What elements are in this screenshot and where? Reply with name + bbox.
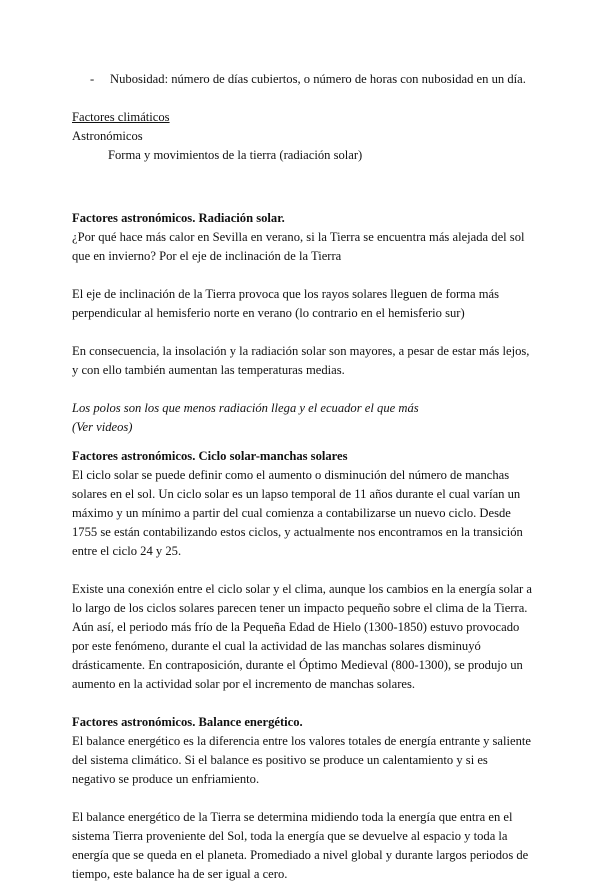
bullet-text: Nubosidad: número de días cubiertos, o número de horas con nubosidad en un día. [110,72,526,86]
paragraph-eje-inclinacion: El eje de inclinación de la Tierra provoca que los rayos solares lleguen de forma más perpendicular al hemisferio norte en verano (lo contrario en el hemisferio sur) [72,287,500,320]
section-heading-ciclo-solar: Factores astronómicos. Ciclo solar-manchas solares [72,449,348,463]
italic-note-polos: Los polos son los que menos radiación llega y el ecuador el que más [72,401,419,415]
paragraph-consecuencia: En consecuencia, la insolación y la radiación solar son mayores, a pesar de estar más lejos, y con ello también aumentan las temperaturas medias. [72,344,530,377]
italic-note-videos: (Ver videos) [72,420,133,434]
paragraph-ciclo-solar: El ciclo solar se puede definir como el aumento o disminución del número de manchas solares en el sol. Un ciclo solar es un lapso temporal de 11 años durante el cual varían un máximo y un mínimo a partir del cual comienza a contabilizarse un nuevo ciclo. Desde 1755 se están contabilizando estos ciclos, y actualmente nos encontramos en la transición entre el ciclo 24 y 25. [72,468,523,558]
bullet-dash: - [90,72,95,86]
section-heading-balance: Factores astronómicos. Balance energético. [72,715,303,729]
bullet-item-nubosidad [72,70,532,89]
paragraph-conexion-clima: Existe una conexión entre el ciclo solar y el clima, aunque los cambios en la energía solar a lo largo de los ciclos solares parecen tener un impacto pequeño sobre el clima de la Tierra. Aún así, el periodo más frío de la Pequeña Edad de Hielo (1300-1850) estuvo provocado por este fenómeno, durante el cual la actividad de las manchas solares disminuyó drásticamente. En contraposición, durante el Óptimo Medieval (800-1300), se produjo un aumento en la actividad solar por el incremento de manchas solares. [72,582,532,691]
paragraph-balance-definicion: El balance energético es la diferencia entre los valores totales de energía entrante y saliente del sistema climático. Si el balance es positivo se produce un calentamiento y si es negativo se produce un enfriamiento. [72,734,531,786]
paragraph-pregunta: ¿Por qué hace más calor en Sevilla en verano, si la Tierra se encuentra más alejada del sol que en invierno? Por el eje de inclinación de la Tierra [72,230,525,263]
factores-item: Forma y movimientos de la tierra (radiación solar) [108,148,363,162]
document-content [72,70,532,884]
section-heading-radiacion: Factores astronómicos. Radiación solar. [72,211,285,225]
factores-title: Factores climáticos [72,110,170,124]
paragraph-balance-tierra: El balance energético de la Tierra se determina midiendo toda la energía que entra en el sistema Tierra proveniente del Sol, toda la energía que se devuelve al espacio y toda la energía que se queda en el planeta. Promediado a nivel global y durante largos periodos de tiempo, este balance ha de ser igual a cero. [72,810,529,881]
factores-subtitle: Astronómicos [72,129,143,143]
